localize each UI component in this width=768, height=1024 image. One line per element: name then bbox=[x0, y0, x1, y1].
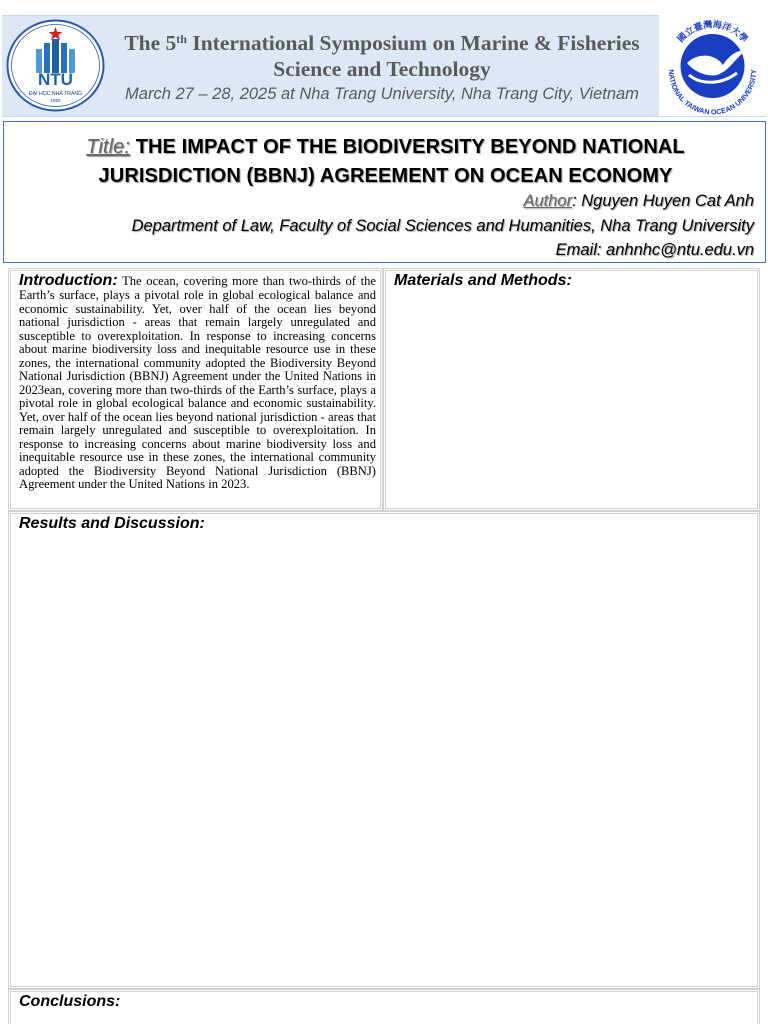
symposium-title-ordinal: th bbox=[176, 32, 187, 46]
introduction-heading: Introduction: bbox=[19, 272, 118, 289]
paper-title-box bbox=[3, 121, 766, 263]
methods-panel bbox=[383, 268, 760, 511]
symposium-date: March 27 – 28, 2025 at Nha Trang University, Nha Trang City, Vietnam bbox=[125, 85, 639, 103]
paper-title-text: THE IMPACT OF THE BIODIVERSITY BEYOND NATIONAL JURISDICTION (BBNJ) AGREEMENT ON OCEAN ECONOMY bbox=[98, 136, 685, 187]
header-text-block bbox=[106, 30, 658, 104]
ntou-logo-english-text: NATIONAL TAIWAN OCEAN UNIVERSITY bbox=[666, 69, 759, 116]
author-line bbox=[523, 190, 754, 212]
ntu-logo-text: NTU bbox=[38, 70, 73, 89]
paper-title bbox=[44, 133, 727, 191]
introduction-text bbox=[19, 273, 376, 492]
results-panel bbox=[8, 511, 760, 989]
title-label: Title: bbox=[86, 136, 131, 158]
results-heading: Results and Discussion: bbox=[19, 515, 205, 532]
author-email: Email: anhnhc@ntu.edu.vn bbox=[555, 241, 754, 259]
author-department: Department of Law, Faculty of Social Sciences and Humanities, Nha Trang University bbox=[131, 217, 754, 235]
author-label: Author bbox=[523, 192, 573, 210]
ntu-logo bbox=[6, 19, 105, 112]
symposium-title-rest: International Symposium on Marine & Fisheries Science and Technology bbox=[186, 31, 640, 81]
ntou-logo bbox=[659, 15, 766, 116]
symposium-title-prefix: The 5 bbox=[124, 31, 177, 55]
author-name: : Nguyen Huyen Cat Anh bbox=[572, 192, 754, 210]
symposium-title bbox=[106, 30, 658, 82]
conclusions-panel bbox=[8, 989, 760, 1024]
methods-heading: Materials and Methods: bbox=[394, 272, 572, 289]
ntou-logo-chinese-text: 國立臺灣海洋大學 bbox=[675, 20, 750, 45]
introduction-body: The ocean, covering more than two-thirds of the Earth’s surface, plays a pivotal role in global ecological balance and economic sustainability. Yet, over half of the ocean lies beyond national jurisdiction - areas that remain largely unregulated and susceptible to overexploitation. In response to increasing concerns about marine biodiversity loss and inequitable resource use in these zones, the international community adopted the Biodiversity Beyond National Jurisdiction (BBNJ) Agreement under the United Nations in 2023ean, covering more than two-thirds of the Earth’s surface, plays a pivotal role in global ecological balance and economic sustainability. Yet, over half of the ocean lies beyond national jurisdiction - areas that remain largely unregulated and susceptible to overexploitation. In response to increasing concerns about marine biodiversity loss and inequitable resource use in these zones, the international community adopted the Biodiversity Beyond National Jurisdiction (BBNJ) Agreement under the United Nations in 2023. bbox=[19, 274, 376, 491]
ntu-logo-subtext: ĐẠI HỌC NHA TRANG bbox=[28, 91, 83, 97]
ntu-logo-year: 1959 bbox=[50, 98, 61, 103]
conclusions-heading: Conclusions: bbox=[19, 993, 121, 1010]
introduction-panel bbox=[8, 268, 383, 511]
